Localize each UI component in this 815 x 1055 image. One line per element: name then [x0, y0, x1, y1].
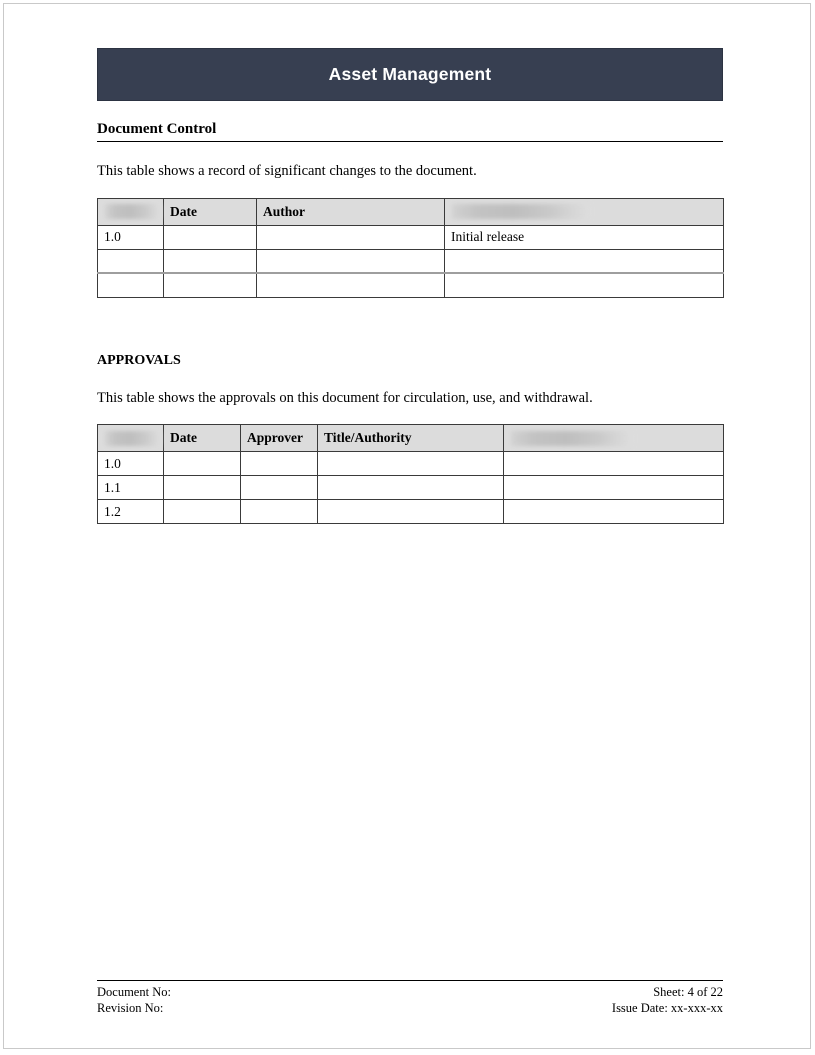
cell-notes: Initial release: [445, 225, 724, 249]
cell-approver: [241, 476, 318, 500]
cell-date: [164, 452, 241, 476]
cell-title-authority: [318, 476, 504, 500]
redacted-block-icon: [511, 431, 633, 446]
table-row: [98, 452, 724, 476]
column-header-revision: [98, 425, 164, 452]
document-control-table: [97, 198, 724, 298]
column-header-revision: [98, 198, 164, 225]
table-row: [98, 500, 724, 524]
cell-notes: [445, 249, 724, 273]
footer-sheet-number: Sheet: 4 of 22: [653, 985, 723, 999]
table-row: [98, 273, 724, 297]
column-header-date: Date: [164, 198, 257, 225]
redacted-block-icon: [452, 204, 590, 219]
redacted-block-icon: [105, 204, 161, 219]
cell-approver: [241, 500, 318, 524]
footer-line-1: [97, 984, 723, 1000]
cell-date: [164, 500, 241, 524]
cell-revision: 1.0: [98, 225, 164, 249]
column-header-author: Author: [257, 198, 445, 225]
table-row: [98, 476, 724, 500]
cell-revision: 1.1: [98, 476, 164, 500]
cell-revision: 1.0: [98, 452, 164, 476]
document-title-banner: [97, 48, 723, 101]
column-header-date: Date: [164, 425, 241, 452]
cell-revision: [98, 273, 164, 297]
page-footer: [97, 980, 723, 1016]
cell-author: [257, 249, 445, 273]
footer-rule: [97, 980, 723, 981]
redacted-block-icon: [105, 431, 161, 446]
cell-date: [164, 273, 257, 297]
cell-extra: [504, 500, 724, 524]
cell-extra: [504, 452, 724, 476]
approvals-heading: APPROVALS: [97, 352, 181, 368]
table-header-row: [98, 198, 724, 225]
cell-revision: [98, 249, 164, 273]
footer-issue-date: Issue Date: xx-xxx-xx: [611, 1001, 723, 1015]
table-row: [98, 249, 724, 273]
cell-date: [164, 476, 241, 500]
document-control-description: This table shows a record of significant changes to the document.: [97, 163, 477, 179]
cell-approver: [241, 452, 318, 476]
document-title: Asset Management: [328, 64, 492, 84]
column-header-approver: Approver: [241, 425, 318, 452]
document-control-heading-rule: [97, 141, 723, 142]
column-header-title-authority: Title/Authority: [318, 425, 504, 452]
approvals-table: [97, 424, 724, 524]
footer-revision-no-label: Revision No:: [97, 1001, 164, 1015]
cell-date: [164, 249, 257, 273]
cell-title-authority: [318, 452, 504, 476]
cell-extra: [504, 476, 724, 500]
document-control-heading: Document Control: [97, 121, 217, 137]
cell-title-authority: [318, 500, 504, 524]
column-header-notes: [445, 198, 724, 225]
cell-author: [257, 273, 445, 297]
cell-date: [164, 225, 257, 249]
table-row: [98, 225, 724, 249]
document-page: [3, 3, 811, 1049]
footer-document-no-label: Document No:: [97, 985, 171, 999]
cell-author: [257, 225, 445, 249]
column-header-extra: [504, 425, 724, 452]
footer-line-2: [97, 1000, 723, 1016]
approvals-description: This table shows the approvals on this document for circulation, use, and withdrawal.: [97, 389, 593, 406]
page-content: [97, 48, 723, 524]
table-header-row: [98, 425, 724, 452]
cell-revision: 1.2: [98, 500, 164, 524]
cell-notes: [445, 273, 724, 297]
